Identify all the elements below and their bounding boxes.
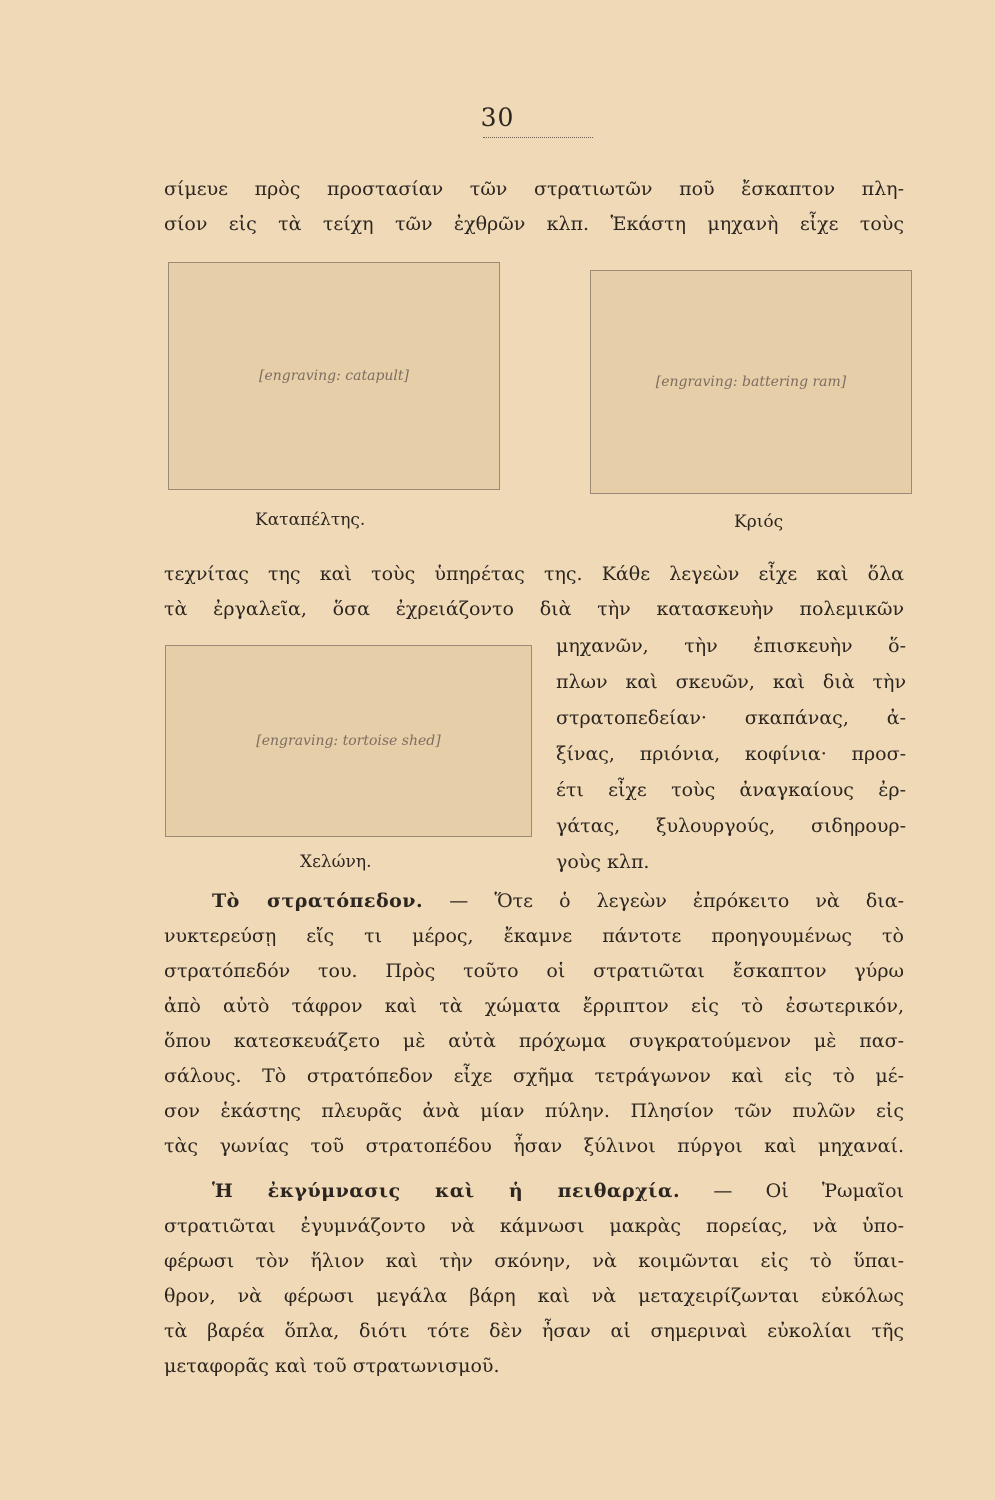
ram-figure <box>590 270 912 494</box>
side-line-1: μηχανῶν, τὴν ἐπισκευὴν ὅ- <box>556 635 906 657</box>
side-line-4: ξίνας, πριόνια, κοφίνια· προσ- <box>556 743 906 765</box>
side-line-3: στρατοπεδείαν· σκαπάνας, ἀ- <box>556 707 906 729</box>
side-line-2: πλων καὶ σκευῶν, καὶ διὰ τὴν <box>556 671 906 693</box>
ram-caption: Κριός <box>734 512 784 532</box>
section1-first-line <box>212 890 904 912</box>
section1-line-5: σάλους. Τὸ στρατόπεδον εἶχε σχῆμα τετράγωνον καὶ εἰς τὸ μέ- <box>164 1065 904 1087</box>
catapult-figure <box>168 262 500 490</box>
section1-line-3: ἀπὸ αὐτὸ τάφρον καὶ τὰ χώματα ἔρριπτον εἰς τὸ ἐσωτερικόν, <box>164 995 904 1017</box>
section1-line-2: στρατόπεδόν του. Πρὸς τοῦτο οἱ στρατιῶται ἔσκαπτον γύρω <box>164 960 904 982</box>
section2-first-line-rest: — Οἱ Ῥωμαῖοι <box>713 1180 904 1202</box>
section2-line-2: φέρωσι τὸν ἥλιον καὶ τὴν σκόνην, νὰ κοιμῶνται εἰς τὸ ὕπαι- <box>164 1250 904 1272</box>
top-line-1: σίμευε πρὸς προστασίαν τῶν στρατιωτῶν ποῦ ἔσκαπτον πλη- <box>164 178 904 200</box>
catapult-caption: Καταπέλτης. <box>255 510 366 530</box>
section2-line-1: στρατιῶται ἐγυμνάζοντο νὰ κάμνωσι μακρὰς πορείας, νὰ ὑπο- <box>164 1215 904 1237</box>
middle-line-1: τεχνίτας της καὶ τοὺς ὑπηρέτας της. Κάθε λεγεὼν εἶχε καὶ ὅλα <box>164 563 904 585</box>
catapult-figure-placeholder: [engraving: catapult] <box>258 368 409 384</box>
top-line-2: σίον εἰς τὰ τείχη τῶν ἐχθρῶν κλπ. Ἑκάστη μηχανὴ εἶχε τοὺς <box>164 213 904 235</box>
tortoise-caption: Χελώνη. <box>300 852 372 872</box>
section1-heading: Τὸ στρατόπεδον. <box>212 890 424 912</box>
section1-line-6: σον ἑκάστης πλευρᾶς ἀνὰ μίαν πύλην. Πλησίον τῶν πυλῶν εἰς <box>164 1100 904 1122</box>
section1-line-7: τὰς γωνίας τοῦ στρατοπέδου ἦσαν ξύλινοι πύργοι καὶ μηχαναί. <box>164 1135 904 1157</box>
page-number-rule <box>483 137 593 138</box>
side-line-5: έτι εἶχε τοὺς ἀναγκαίους ἐρ- <box>556 779 906 801</box>
section2-heading: Ἡ ἐκγύμνασις καὶ ἡ πειθαρχία. <box>212 1180 681 1202</box>
ram-figure-placeholder: [engraving: battering ram] <box>655 374 847 390</box>
tortoise-figure <box>165 645 532 837</box>
section2-line-4: τὰ βαρέα ὅπλα, διότι τότε δὲν ἦσαν αἱ σημεριναὶ εὐκολίαι τῆς <box>164 1320 904 1342</box>
section2-first-line <box>212 1180 904 1202</box>
tortoise-figure-placeholder: [engraving: tortoise shed] <box>256 733 441 749</box>
section1-first-line-rest: — Ὅτε ὁ λεγεὼν ἐπρόκειτο νὰ δια- <box>449 890 904 912</box>
section2-line-3: θρον, νὰ φέρωσι μεγάλα βάρη καὶ νὰ μεταχειρίζωνται εὐκόλως <box>164 1285 904 1307</box>
page-number: 30 <box>480 103 515 132</box>
side-line-6: γάτας, ξυλουργούς, σιδηρουρ- <box>556 815 906 837</box>
middle-line-2: τὰ ἐργαλεῖα, ὅσα ἐχρειάζοντο διὰ τὴν κατασκευὴν πολεμικῶν <box>164 598 904 620</box>
section2-line-5: μεταφορᾶς καὶ τοῦ στρατωνισμοῦ. <box>164 1355 500 1377</box>
section1-line-1: νυκτερεύσῃ εἴς τι μέρος, ἔκαμνε πάντοτε προηγουμένως τὸ <box>164 925 904 947</box>
side-line-7: γοὺς κλπ. <box>556 851 650 873</box>
section1-line-4: ὅπου κατεσκευάζετο μὲ αὐτὰ πρόχωμα συγκρατούμενον μὲ πασ- <box>164 1030 904 1052</box>
